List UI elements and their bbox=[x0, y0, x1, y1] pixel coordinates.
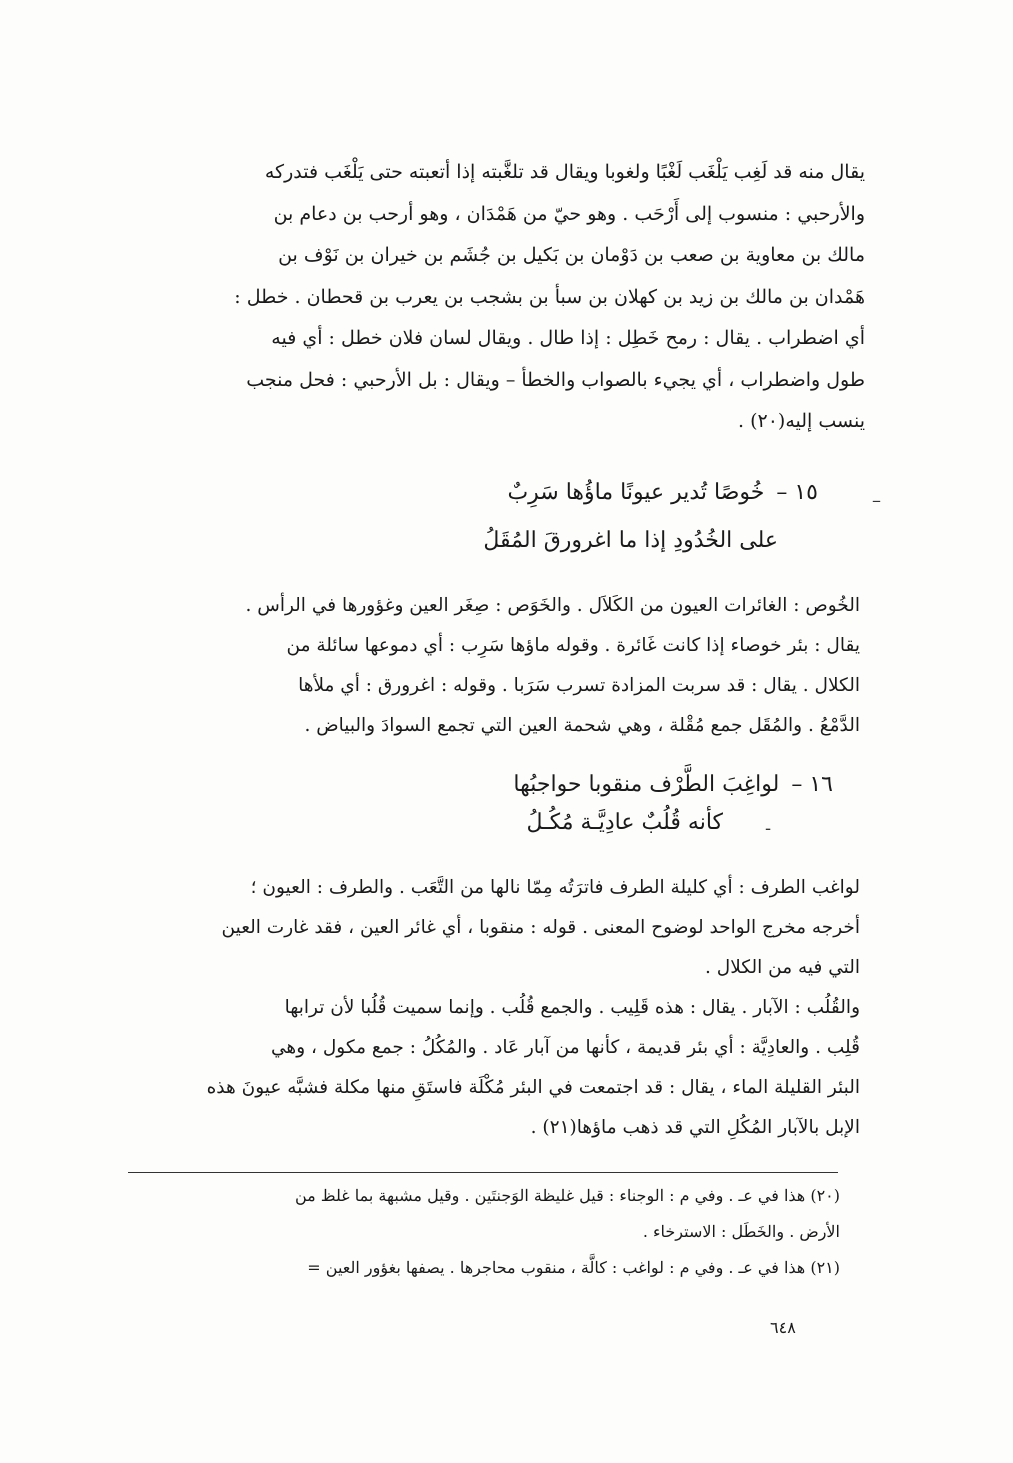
text-line: الدَّمْعُ . والمُقَل جمع مُقْلة ، وهي شحمة العين التي تجمع السوادَ والبياض . bbox=[304, 715, 860, 736]
verse-number: ١٦ – bbox=[791, 772, 833, 797]
text-line: أخرجه مخرج الواحد لوضوح المعنى . قوله : منقوبا ، أي غائر العين ، فقد غارت العين bbox=[221, 917, 860, 938]
text-line: الكلال . يقال : قد سربت المزادة تسرب سَرَبا . وقوله : اغرورق : أي ملأها bbox=[298, 675, 860, 696]
verse-text: لواغِبَ الطَّرْف منقوبا حواجبُها bbox=[513, 772, 780, 797]
text-line: التي فيه من الكلال . bbox=[705, 957, 860, 978]
text-line: ينسب إليه(٢٠) . bbox=[738, 410, 865, 432]
commentary-verse-15 bbox=[125, 586, 860, 746]
text-line: طول واضطراب ، أي يجيء بالصواب والخطأ – ويقال : بل الأرحبي : فحل منجب bbox=[246, 368, 865, 391]
margin-dash: - bbox=[765, 818, 772, 839]
text-line: لواغب الطرف : أي كليلة الطرف فاترَتُه مِمّا نالها من التَّعَب . والطرف : العيون ؛ bbox=[250, 877, 860, 898]
text-line: البئر القليلة الماء ، يقال : قد اجتمعت في البئر مُكْلَة فاستَقِ منها مكلة فشبَّه عيونَ هذه bbox=[206, 1077, 860, 1098]
footnote-line: (٢١) هذا في عـ . وفي م : لواغب : كالَّة ، منقوب محاجرها . يصفها بغؤور العين = bbox=[307, 1258, 840, 1277]
verse-number: ١٥ – bbox=[776, 480, 818, 505]
footnote-line: (٢٠) هذا في عـ . وفي م : الوجناء : قيل غليظة الوَجنتَين . وقيل مشبهة بما غلظ من bbox=[294, 1186, 840, 1205]
footnote-line: الأرض . والخَطَل : الاسترخاء . bbox=[642, 1222, 840, 1241]
verse-text: خُوصًا تُدير عيونًا ماؤُها سَرِبٌ bbox=[507, 480, 765, 505]
text-line: يقال : بئر خوصاء إذا كانت غَائرة . وقوله ماؤها سَرِب : أي دموعها سائلة من bbox=[286, 635, 860, 656]
text-line: الخُوص : الغائرات العيون من الكَلاَل . والخَوَص : صِغَر العين وغؤورها في الرأس . bbox=[245, 595, 860, 616]
text-line: أي اضطراب . يقال : رمح خَطِل : إذا طال . ويقال لسان فلان خطل : أي فيه bbox=[271, 327, 865, 349]
verse-16-second-hemistich: كأنه قُلُبٌ عادِيَّـة مُكُـلُ bbox=[526, 810, 723, 835]
text-line: الإبل بالآبار المُكُلِ التي قد ذهب ماؤها(٢١) . bbox=[530, 1117, 860, 1138]
text-line: والقُلُب : الآبار . يقال : هذه قَلِيب . والجمع قُلُب . وإنما سميت قُلُبا لأن ترابها bbox=[284, 997, 860, 1018]
commentary-verse-16 bbox=[125, 868, 860, 1148]
footnote-divider bbox=[128, 1172, 838, 1173]
text-line: هَمْدان بن مالك بن زيد بن كهلان بن سبأ بن بشجب بن يعرب بن قحطان . خطل : bbox=[234, 285, 865, 308]
verse-15-second-hemistich: على الخُدُودِ إذا ما اغرورقَ المُقَلُ bbox=[483, 528, 778, 553]
footnotes bbox=[120, 1178, 840, 1286]
verse-15-first-hemistich bbox=[507, 480, 818, 505]
page-number: ٦٤٨ bbox=[770, 1318, 796, 1337]
text-line: مالك بن معاوية بن صعب بن دَوْمان بن بَكيل بن جُشَم بن خيران بن نَوْف بن bbox=[278, 244, 865, 266]
text-line: والأرحبي : منسوب إلى أَرْحَب . وهو حيّ من هَمْدَان ، وهو أرحب بن دعام بن bbox=[273, 202, 865, 225]
margin-dash: – bbox=[872, 490, 881, 511]
verse-16-first-hemistich bbox=[513, 772, 833, 797]
text-line: يقال منه قد لَغِب يَلْغَب لَغْبًا ولغوبا ويقال قد تلغَّبته إذا أتعبته حتى يَلْغَب فتدركه bbox=[264, 161, 865, 183]
top-paragraph bbox=[120, 152, 865, 443]
text-line: قُلِب . والعادِيَّة : أي بئر قديمة ، كأنها من آبار عَاد . والمُكُلُ : جمع مكول ، وهي bbox=[271, 1037, 860, 1058]
